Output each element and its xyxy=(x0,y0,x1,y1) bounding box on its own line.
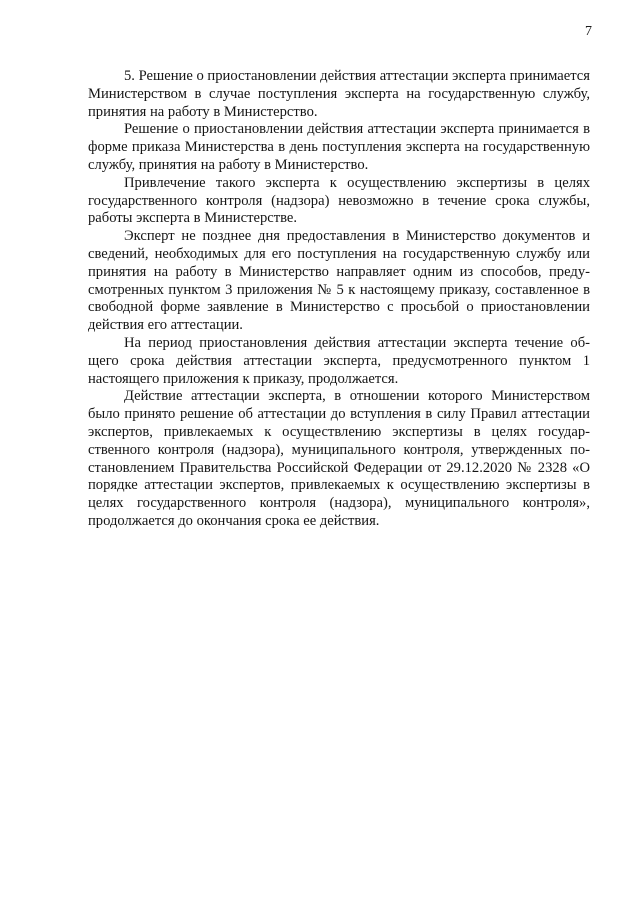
paragraph-suspension-order: Решение о приостановлении действия аттестации эксперта принимается в форме приказа Министерства в день поступления эксперта на государственную службу, принятия на работу в Министерство. xyxy=(88,121,590,173)
paragraph-expert-application: Эксперт не позднее дня предоставления в Министерство документов и сведений, необходимых для его поступления на государственную службу или принятия на работу в Министерство направляет одним из способов, предусмотренных пунктом 3 приложения № 5 к настоящему приказу, составленное в свободной форме заявление в Министерство с просьбой о приостановлении действия его аттестации. xyxy=(88,228,590,334)
paragraph-suspension-decision: 5. Решение о приостановлении действия аттестации эксперта принимается Министерством в случае поступления эксперта на государственную службу, принятия на работу в Министерство. xyxy=(88,68,590,120)
paragraph-expert-involvement: Привлечение такого эксперта к осуществлению экспертизы в целях государственного контроля (надзора) невозможно в течение срока службы, работы эксперта в Министерстве. xyxy=(88,174,590,227)
paragraph-validity-period: На период приостановления действия аттестации эксперта течение общего срока действия аттестации эксперта, предусмотренного пунктом 1 настоящего приложения к приказу, продолжается. xyxy=(88,334,590,387)
page-number: 7 xyxy=(585,24,592,39)
paragraph-prior-attestation: Действие аттестации эксперта, в отношении которого Министерством было принято решение об аттестации до вступления в силу Правил аттестации экспертов, привлекаемых к осуществлению экспертизы в целях государственного контроля (надзора), муниципального контроля, утвержденных постановлением Правительства Российской Федерации от 29.12.2020 № 2328 «О порядке аттестации экспертов, привлекаемых к осуществлению экспертизы в целях государственного контроля (надзора), муниципального контроля», продолжается до окончания срока ее действия. xyxy=(88,388,590,529)
document-body xyxy=(88,68,590,531)
